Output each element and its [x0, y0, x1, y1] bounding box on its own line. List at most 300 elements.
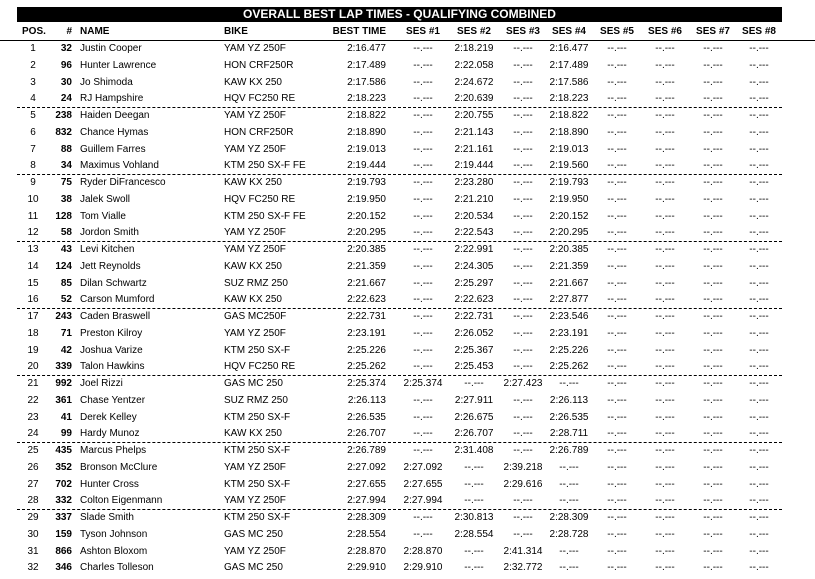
cell-session-6: --.--- — [655, 143, 675, 155]
cell-name: Hunter Cross — [80, 478, 139, 490]
cell-session-2: 2:21.143 — [454, 126, 494, 138]
cell-bike: YAM YZ 250F — [224, 110, 286, 121]
cell-session-8: --.--- — [749, 461, 769, 473]
cell-session-3: --.--- — [513, 294, 533, 306]
cell-session-4: 2:18.822 — [549, 110, 589, 121]
cell-session-2: 2:27.911 — [454, 394, 494, 406]
cell-session-7: --.--- — [703, 562, 723, 574]
cell-session-2: --.--- — [464, 378, 484, 389]
cell-best-time: 2:19.013 — [347, 143, 386, 155]
cell-pos: 2 — [30, 59, 36, 71]
cell-number: 992 — [55, 378, 72, 389]
cell-number: 435 — [55, 445, 72, 456]
cell-name: Colton Eigenmann — [80, 495, 163, 507]
cell-session-8: --.--- — [749, 193, 769, 205]
cell-session-3: --.--- — [513, 43, 533, 54]
cell-best-time: 2:26.707 — [347, 428, 386, 440]
cell-session-8: --.--- — [749, 76, 769, 88]
table-row — [0, 91, 815, 108]
cell-session-3: --.--- — [513, 59, 533, 71]
cell-number: 339 — [55, 361, 72, 373]
cell-session-1: 2:28.870 — [403, 545, 443, 557]
cell-session-2: 2:31.408 — [454, 445, 494, 456]
cell-session-1: --.--- — [413, 277, 433, 289]
cell-session-1: 2:29.910 — [403, 562, 443, 574]
cell-bike: HQV FC250 RE — [224, 193, 296, 205]
table-row — [0, 142, 815, 159]
cell-number: 24 — [60, 93, 72, 105]
cell-number: 42 — [60, 344, 72, 356]
cell-number: 52 — [60, 294, 72, 306]
cell-name: Joel Rizzi — [80, 378, 123, 389]
cell-session-6: --.--- — [655, 311, 675, 322]
cell-session-6: --.--- — [655, 260, 675, 272]
cell-session-7: --.--- — [703, 277, 723, 289]
cell-pos: 8 — [30, 160, 36, 172]
cell-session-3: --.--- — [513, 244, 533, 255]
cell-pos: 32 — [27, 562, 39, 574]
cell-session-7: --.--- — [703, 43, 723, 54]
cell-session-4: 2:17.489 — [549, 59, 589, 71]
table-header — [0, 24, 815, 41]
cell-session-2: 2:22.623 — [454, 294, 494, 306]
cell-session-4: 2:26.789 — [549, 445, 589, 456]
cell-pos: 28 — [27, 495, 39, 507]
cell-session-2: 2:24.672 — [454, 76, 494, 88]
cell-bike: KAW KX 250 — [224, 260, 282, 272]
table-row — [0, 527, 815, 544]
cell-session-1: --.--- — [413, 210, 433, 222]
cell-session-2: 2:19.444 — [454, 160, 494, 172]
cell-session-3: --.--- — [513, 311, 533, 322]
header-name: NAME — [80, 26, 110, 37]
cell-bike: GAS MC 250 — [224, 562, 283, 574]
header-bike: BIKE — [224, 26, 248, 37]
cell-session-4: --.--- — [559, 461, 579, 473]
cell-session-7: --.--- — [703, 378, 723, 389]
cell-bike: KAW KX 250 — [224, 76, 282, 88]
cell-session-8: --.--- — [749, 361, 769, 373]
cell-session-5: --.--- — [607, 478, 627, 490]
table-row — [0, 376, 815, 393]
cell-session-5: --.--- — [607, 227, 627, 239]
cell-number: 71 — [60, 327, 72, 339]
cell-session-6: --.--- — [655, 177, 675, 188]
cell-best-time: 2:27.994 — [347, 495, 386, 507]
cell-best-time: 2:26.789 — [347, 445, 386, 456]
cell-best-time: 2:28.554 — [347, 528, 386, 540]
cell-session-8: --.--- — [749, 110, 769, 121]
cell-bike: KTM 250 SX-F — [224, 512, 291, 523]
cell-session-8: --.--- — [749, 143, 769, 155]
cell-session-8: --.--- — [749, 344, 769, 356]
cell-session-1: --.--- — [413, 445, 433, 456]
cell-number: 128 — [55, 210, 72, 222]
cell-bike: GAS MC 250 — [224, 378, 283, 389]
cell-session-4: 2:27.877 — [549, 294, 589, 306]
cell-session-5: --.--- — [607, 59, 627, 71]
cell-number: 41 — [60, 411, 72, 423]
cell-session-5: --.--- — [607, 93, 627, 105]
cell-bike: KTM 250 SX-F FE — [224, 210, 306, 222]
cell-session-6: --.--- — [655, 344, 675, 356]
table-row — [0, 309, 815, 326]
cell-name: Slade Smith — [80, 512, 134, 523]
cell-number: 832 — [55, 126, 72, 138]
cell-pos: 13 — [27, 244, 39, 255]
table-row — [0, 443, 815, 460]
cell-session-1: --.--- — [413, 227, 433, 239]
cell-session-5: --.--- — [607, 210, 627, 222]
cell-session-5: --.--- — [607, 110, 627, 121]
cell-session-3: 2:32.772 — [503, 562, 543, 574]
cell-session-7: --.--- — [703, 478, 723, 490]
cell-name: Jordon Smith — [80, 227, 139, 239]
cell-session-2: 2:18.219 — [454, 43, 494, 54]
cell-session-7: --.--- — [703, 110, 723, 121]
cell-session-7: --.--- — [703, 210, 723, 222]
cell-session-4: 2:28.309 — [549, 512, 589, 523]
cell-session-7: --.--- — [703, 93, 723, 105]
cell-session-8: --.--- — [749, 177, 769, 188]
cell-session-3: --.--- — [513, 93, 533, 105]
cell-session-6: --.--- — [655, 428, 675, 440]
cell-session-7: --.--- — [703, 294, 723, 306]
cell-session-5: --.--- — [607, 76, 627, 88]
cell-session-5: --.--- — [607, 244, 627, 255]
cell-session-1: --.--- — [413, 76, 433, 88]
cell-session-2: 2:25.367 — [454, 344, 494, 356]
cell-session-8: --.--- — [749, 512, 769, 523]
cell-name: Jett Reynolds — [80, 260, 141, 272]
cell-session-6: --.--- — [655, 93, 675, 105]
cell-session-4: 2:18.890 — [549, 126, 589, 138]
cell-session-1: 2:27.994 — [403, 495, 443, 507]
cell-session-4: 2:20.295 — [549, 227, 589, 239]
cell-session-6: --.--- — [655, 244, 675, 255]
cell-session-8: --.--- — [749, 210, 769, 222]
cell-best-time: 2:17.489 — [347, 59, 386, 71]
cell-session-4: 2:25.262 — [549, 361, 589, 373]
cell-pos: 16 — [27, 294, 39, 306]
cell-session-4: --.--- — [559, 545, 579, 557]
cell-session-3: --.--- — [513, 445, 533, 456]
cell-session-3: --.--- — [513, 394, 533, 406]
cell-session-6: --.--- — [655, 110, 675, 121]
cell-session-4: 2:26.113 — [549, 394, 589, 406]
cell-session-3: --.--- — [513, 277, 533, 289]
cell-number: 702 — [55, 478, 72, 490]
cell-best-time: 2:20.152 — [347, 210, 386, 222]
cell-best-time: 2:25.262 — [347, 361, 386, 373]
header-session-6: SES #6 — [648, 26, 682, 37]
cell-bike: YAM YZ 250F — [224, 545, 286, 557]
cell-best-time: 2:19.793 — [347, 177, 386, 188]
cell-session-6: --.--- — [655, 59, 675, 71]
cell-session-1: --.--- — [413, 294, 433, 306]
table-row — [0, 276, 815, 293]
cell-session-6: --.--- — [655, 528, 675, 540]
cell-session-1: --.--- — [413, 361, 433, 373]
cell-pos: 1 — [30, 43, 36, 54]
cell-session-1: --.--- — [413, 344, 433, 356]
cell-session-8: --.--- — [749, 294, 769, 306]
cell-best-time: 2:19.444 — [347, 160, 386, 172]
cell-session-4: 2:19.950 — [549, 193, 589, 205]
cell-session-5: --.--- — [607, 394, 627, 406]
cell-session-7: --.--- — [703, 227, 723, 239]
cell-session-5: --.--- — [607, 277, 627, 289]
cell-pos: 4 — [30, 93, 36, 105]
cell-name: Bronson McClure — [80, 461, 158, 473]
cell-pos: 6 — [30, 126, 36, 138]
table-row — [0, 175, 815, 192]
cell-number: 159 — [55, 528, 72, 540]
cell-number: 337 — [55, 512, 72, 523]
cell-session-2: 2:22.543 — [454, 227, 494, 239]
cell-session-3: --.--- — [513, 411, 533, 423]
cell-pos: 12 — [27, 227, 39, 239]
cell-session-1: --.--- — [413, 143, 433, 155]
cell-session-3: --.--- — [513, 361, 533, 373]
table-row — [0, 460, 815, 477]
cell-session-2: --.--- — [464, 495, 484, 507]
cell-bike: HQV FC250 RE — [224, 361, 296, 373]
cell-session-4: 2:19.560 — [549, 160, 589, 172]
cell-session-2: 2:20.534 — [454, 210, 494, 222]
cell-pos: 3 — [30, 76, 36, 88]
cell-session-2: 2:28.554 — [454, 528, 494, 540]
cell-pos: 18 — [27, 327, 39, 339]
cell-session-6: --.--- — [655, 562, 675, 574]
cell-pos: 9 — [30, 177, 36, 188]
cell-session-1: --.--- — [413, 244, 433, 255]
cell-name: Carson Mumford — [80, 294, 155, 306]
cell-session-6: --.--- — [655, 512, 675, 523]
cell-session-8: --.--- — [749, 160, 769, 172]
cell-bike: YAM YZ 250F — [224, 327, 286, 339]
cell-session-1: --.--- — [413, 43, 433, 54]
cell-session-2: --.--- — [464, 461, 484, 473]
cell-session-4: 2:23.191 — [549, 327, 589, 339]
table-row — [0, 292, 815, 309]
table-row — [0, 192, 815, 209]
cell-session-2: 2:23.280 — [454, 177, 494, 188]
header-best-time: BEST TIME — [332, 26, 386, 37]
table-row — [0, 393, 815, 410]
cell-session-4: 2:18.223 — [549, 93, 589, 105]
cell-number: 88 — [60, 143, 72, 155]
cell-session-8: --.--- — [749, 260, 769, 272]
cell-session-7: --.--- — [703, 76, 723, 88]
cell-session-2: --.--- — [464, 545, 484, 557]
cell-name: Guillem Farres — [80, 143, 146, 155]
cell-best-time: 2:25.226 — [347, 344, 386, 356]
cell-session-1: --.--- — [413, 512, 433, 523]
cell-session-6: --.--- — [655, 43, 675, 54]
cell-pos: 21 — [27, 378, 39, 389]
cell-session-4: 2:21.667 — [549, 277, 589, 289]
cell-session-7: --.--- — [703, 160, 723, 172]
cell-number: 238 — [55, 110, 72, 121]
cell-name: Chase Yentzer — [80, 394, 146, 406]
header-number: # — [66, 26, 72, 37]
cell-session-8: --.--- — [749, 428, 769, 440]
cell-pos: 7 — [30, 143, 36, 155]
cell-session-8: --.--- — [749, 59, 769, 71]
cell-session-3: --.--- — [513, 512, 533, 523]
cell-bike: YAM YZ 250F — [224, 227, 286, 239]
cell-session-2: 2:20.755 — [454, 110, 494, 121]
cell-name: Hardy Munoz — [80, 428, 140, 440]
cell-bike: KAW KX 250 — [224, 294, 282, 306]
cell-name: Tom Vialle — [80, 210, 126, 222]
cell-pos: 15 — [27, 277, 39, 289]
cell-session-5: --.--- — [607, 512, 627, 523]
cell-session-7: --.--- — [703, 512, 723, 523]
cell-session-1: --.--- — [413, 177, 433, 188]
cell-number: 85 — [60, 277, 72, 289]
cell-session-3: --.--- — [513, 143, 533, 155]
cell-session-6: --.--- — [655, 394, 675, 406]
cell-session-3: 2:41.314 — [503, 545, 543, 557]
table-row — [0, 510, 815, 527]
cell-session-2: 2:21.210 — [454, 193, 494, 205]
table-row — [0, 259, 815, 276]
cell-session-5: --.--- — [607, 344, 627, 356]
cell-session-5: --.--- — [607, 160, 627, 172]
cell-session-7: --.--- — [703, 545, 723, 557]
cell-best-time: 2:27.092 — [347, 461, 386, 473]
cell-session-4: --.--- — [559, 378, 579, 389]
cell-session-7: --.--- — [703, 59, 723, 71]
cell-number: 38 — [60, 193, 72, 205]
cell-session-3: --.--- — [513, 327, 533, 339]
table-row — [0, 108, 815, 125]
cell-name: Caden Braswell — [80, 311, 151, 322]
cell-session-4: --.--- — [559, 562, 579, 574]
cell-bike: YAM YZ 250F — [224, 461, 286, 473]
cell-session-2: 2:30.813 — [454, 512, 494, 523]
cell-session-1: --.--- — [413, 394, 433, 406]
cell-session-1: --.--- — [413, 528, 433, 540]
cell-bike: KTM 250 SX-F — [224, 478, 291, 490]
cell-session-3: --.--- — [513, 76, 533, 88]
cell-number: 332 — [55, 495, 72, 507]
cell-best-time: 2:28.309 — [347, 512, 386, 523]
cell-session-3: 2:27.423 — [503, 378, 543, 389]
table-row — [0, 477, 815, 494]
cell-number: 43 — [60, 244, 72, 255]
cell-bike: YAM YZ 250F — [224, 244, 286, 255]
cell-session-1: --.--- — [413, 110, 433, 121]
cell-bike: YAM YZ 250F — [224, 495, 286, 507]
cell-session-2: 2:22.058 — [454, 59, 494, 71]
cell-session-1: 2:27.092 — [403, 461, 443, 473]
cell-session-6: --.--- — [655, 361, 675, 373]
cell-session-6: --.--- — [655, 277, 675, 289]
cell-bike: KTM 250 SX-F — [224, 344, 291, 356]
cell-number: 243 — [55, 311, 72, 322]
cell-session-2: 2:26.675 — [454, 411, 494, 423]
cell-session-3: --.--- — [513, 177, 533, 188]
cell-session-2: --.--- — [464, 562, 484, 574]
cell-session-7: --.--- — [703, 344, 723, 356]
cell-best-time: 2:26.535 — [347, 411, 386, 423]
cell-name: Tyson Johnson — [80, 528, 148, 540]
cell-session-6: --.--- — [655, 227, 675, 239]
cell-session-7: --.--- — [703, 244, 723, 255]
cell-session-3: --.--- — [513, 160, 533, 172]
table-row — [0, 326, 815, 343]
cell-session-6: --.--- — [655, 461, 675, 473]
cell-name: Derek Kelley — [80, 411, 137, 423]
cell-best-time: 2:25.374 — [347, 378, 386, 389]
cell-session-6: --.--- — [655, 478, 675, 490]
cell-session-7: --.--- — [703, 528, 723, 540]
cell-best-time: 2:18.890 — [347, 126, 386, 138]
cell-best-time: 2:21.359 — [347, 260, 386, 272]
cell-best-time: 2:19.950 — [347, 193, 386, 205]
cell-pos: 14 — [27, 260, 39, 272]
cell-session-8: --.--- — [749, 445, 769, 456]
table-row — [0, 410, 815, 427]
cell-session-2: --.--- — [464, 478, 484, 490]
cell-session-7: --.--- — [703, 495, 723, 507]
cell-session-7: --.--- — [703, 461, 723, 473]
cell-bike: KTM 250 SX-F — [224, 445, 291, 456]
table-row — [0, 426, 815, 443]
cell-session-4: 2:23.546 — [549, 311, 589, 322]
cell-session-1: --.--- — [413, 428, 433, 440]
cell-session-5: --.--- — [607, 361, 627, 373]
cell-session-4: 2:16.477 — [549, 43, 589, 54]
cell-session-7: --.--- — [703, 361, 723, 373]
cell-session-3: --.--- — [513, 528, 533, 540]
cell-session-8: --.--- — [749, 93, 769, 105]
cell-pos: 23 — [27, 411, 39, 423]
cell-session-3: --.--- — [513, 260, 533, 272]
table-row — [0, 560, 815, 577]
table-row — [0, 493, 815, 510]
cell-session-5: --.--- — [607, 193, 627, 205]
cell-session-1: --.--- — [413, 160, 433, 172]
cell-best-time: 2:27.655 — [347, 478, 386, 490]
table-row — [0, 75, 815, 92]
cell-session-3: --.--- — [513, 428, 533, 440]
table-row — [0, 125, 815, 142]
cell-session-8: --.--- — [749, 562, 769, 574]
table-row — [0, 41, 815, 58]
cell-session-4: 2:20.152 — [549, 210, 589, 222]
cell-name: Maximus Vohland — [80, 160, 159, 172]
cell-pos: 26 — [27, 461, 39, 473]
cell-pos: 31 — [27, 545, 39, 557]
cell-session-4: --.--- — [559, 495, 579, 507]
cell-session-4: 2:17.586 — [549, 76, 589, 88]
cell-best-time: 2:18.223 — [347, 93, 386, 105]
cell-name: Joshua Varize — [80, 344, 143, 356]
cell-session-2: 2:24.305 — [454, 260, 494, 272]
cell-name: RJ Hampshire — [80, 93, 144, 105]
cell-best-time: 2:21.667 — [347, 277, 386, 289]
cell-number: 30 — [60, 76, 72, 88]
cell-name: Ryder DiFrancesco — [80, 177, 166, 188]
cell-best-time: 2:20.295 — [347, 227, 386, 239]
cell-bike: KAW KX 250 — [224, 428, 282, 440]
cell-session-2: 2:26.707 — [454, 428, 494, 440]
cell-bike: SUZ RMZ 250 — [224, 277, 288, 289]
